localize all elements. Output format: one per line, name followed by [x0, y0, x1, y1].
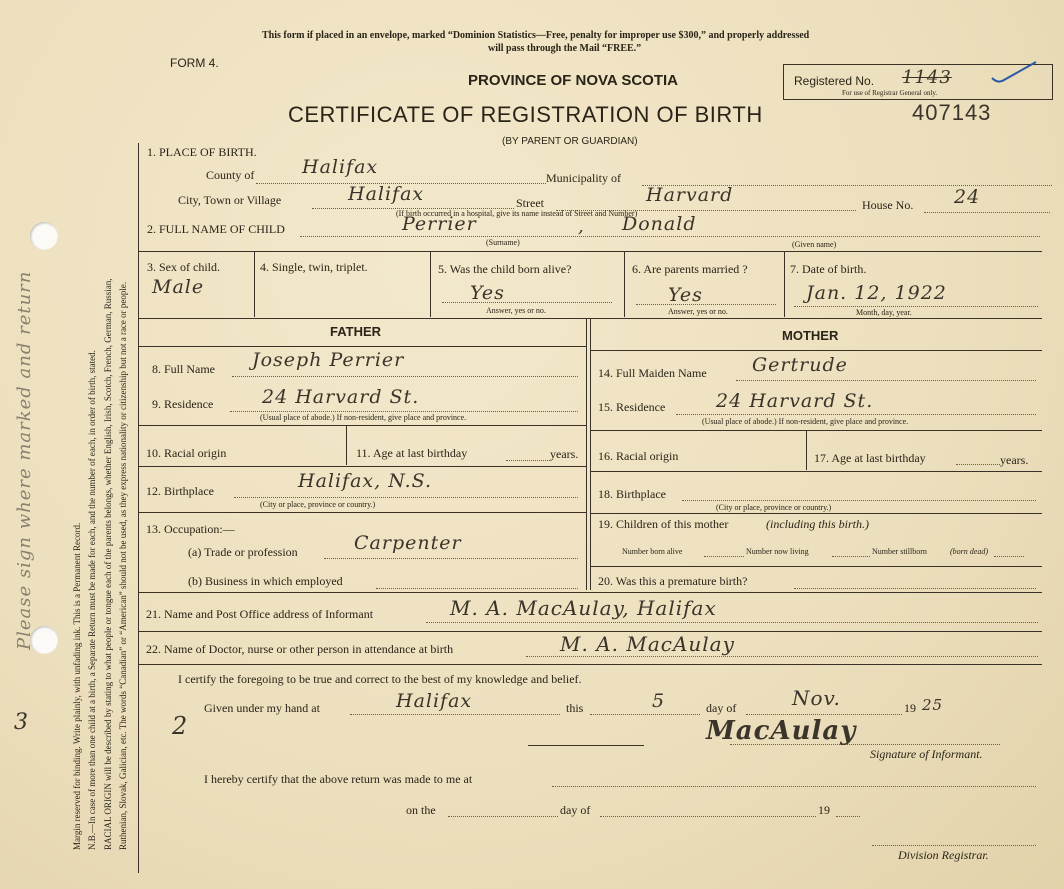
- father-birthplace-note: (City or place, province or country.): [260, 500, 376, 509]
- mother-age-label: 17. Age at last birthday: [814, 451, 926, 465]
- certificate-number: 407143: [912, 100, 992, 125]
- surname-note: (Surname): [486, 238, 520, 247]
- parents-married-label: 6. Are parents married ?: [632, 262, 748, 276]
- born-dead-note: (born dead): [950, 547, 988, 556]
- father-years-label: years.: [550, 447, 579, 461]
- margin-mark: 3: [14, 710, 29, 735]
- father-birthplace-label: 12. Birthplace: [146, 484, 214, 498]
- margin-note-racial-origin: RACIAL ORIGIN will be described by stating to what people or tongue each of the parents belongs, whether English, Irish, Scotch, French, German, Russian,: [103, 278, 113, 850]
- sex-value: Male: [152, 276, 205, 298]
- informant-label: 21. Name and Post Office address of Informant: [146, 607, 374, 621]
- children-label: 19. Children of this mother: [598, 517, 729, 531]
- date-of-birth-value: Jan. 12, 1922: [806, 282, 947, 304]
- registrar-day-of-label: day of: [560, 803, 591, 817]
- street-label: Street: [516, 196, 544, 210]
- form-number: FORM 4.: [170, 56, 219, 70]
- check-mark-icon: [990, 58, 1040, 88]
- street-value: Harvard: [646, 184, 734, 206]
- child-given-name: Donald: [622, 213, 697, 235]
- date-of-birth-note: Month, day, year.: [856, 308, 912, 317]
- given-name-note: (Given name): [792, 240, 837, 249]
- margin-note-binding: Margin reserved for binding. Write plainly, with unfading ink. This is a Permanent Record.: [72, 522, 82, 850]
- this-label: this: [566, 701, 584, 715]
- mother-residence: 24 Harvard St.: [716, 390, 874, 412]
- given-place-value: Halifax: [396, 690, 473, 712]
- county-value: Halifax: [302, 156, 379, 178]
- children-note: (including this birth.): [766, 517, 869, 531]
- envelope-notice-line1: This form if placed in an envelope, marked “Dominion Statistics—Free, penalty for improper use $300,” and properly addressed: [262, 30, 810, 41]
- year-value: 25: [922, 696, 944, 714]
- house-number-value: 24: [954, 186, 981, 208]
- mother-heading: MOTHER: [782, 328, 839, 343]
- father-age-label: 11. Age at last birthday: [356, 446, 468, 460]
- mother-name: Gertrude: [752, 354, 848, 376]
- province-heading: PROVINCE OF NOVA SCOTIA: [468, 72, 679, 89]
- certify-statement: I certify the foregoing to be true and correct to the best of my knowledge and belief.: [178, 672, 582, 686]
- certificate-subtitle: (BY PARENT OR GUARDIAN): [502, 136, 638, 147]
- father-residence-label: 9. Residence: [152, 397, 214, 411]
- attendant-label: 22. Name of Doctor, nurse or other person in attendance at birth: [146, 642, 454, 656]
- date-of-birth-label: 7. Date of birth.: [790, 262, 867, 276]
- number-born-alive-label: Number born alive: [622, 547, 683, 556]
- month-value: Nov.: [792, 686, 841, 710]
- registrar-statement: I hereby certify that the above return was made to me at: [204, 772, 473, 786]
- born-alive-label: 5. Was the child born alive?: [438, 262, 572, 276]
- plurality-label: 4. Single, twin, triplet.: [260, 260, 368, 274]
- father-residence-note: (Usual place of abode.) If non-resident, give place and province.: [260, 413, 467, 422]
- mother-residence-label: 15. Residence: [598, 400, 666, 414]
- place-of-birth-label: 1. PLACE OF BIRTH.: [147, 145, 257, 159]
- county-label: County of: [206, 168, 255, 182]
- margin-note-multiple-births: N.B.—In case of more than one child at a birth, a Separate Return must be made for each, and the number of each, in order of birth, stated.: [87, 350, 97, 850]
- premature-label: 20. Was this a premature birth?: [598, 574, 748, 588]
- day-number-value: 5: [652, 690, 666, 712]
- division-registrar-label: Division Registrar.: [898, 848, 989, 862]
- number-stillborn-label: Number stillborn: [872, 547, 927, 556]
- mother-racial-origin-label: 16. Racial origin: [598, 449, 679, 463]
- municipality-label: Municipality of: [546, 171, 621, 185]
- mother-residence-note: (Usual place of abode.) If non-resident, give place and province.: [702, 417, 909, 426]
- certificate-title: CERTIFICATE OF REGISTRATION OF BIRTH: [288, 102, 763, 127]
- father-birthplace: Halifax, N.S.: [298, 470, 433, 492]
- trade-label: (a) Trade or profession: [188, 545, 298, 559]
- parents-married-note: Answer, yes or no.: [668, 307, 728, 316]
- father-residence: 24 Harvard St.: [262, 386, 420, 408]
- born-alive-note: Answer, yes or no.: [486, 306, 546, 315]
- occupation-label: 13. Occupation:—: [146, 522, 235, 536]
- hospital-note: (If birth occurred in a hospital, give its name instead of Street and Number): [396, 209, 638, 218]
- house-number-label: House No.: [862, 198, 914, 212]
- mother-birthplace-note: (City or place, province or country.): [716, 503, 832, 512]
- informant-signature: MacAulay: [706, 716, 857, 746]
- signature-of-informant-label: Signature of Informant.: [870, 747, 983, 761]
- father-racial-origin-label: 10. Racial origin: [146, 446, 227, 460]
- margin-handwritten-note: Please sign where marked and return: [14, 270, 35, 650]
- sex-label: 3. Sex of child.: [147, 260, 220, 274]
- attendant-value: M. A. MacAulay: [560, 632, 735, 656]
- envelope-notice-line2: will pass through the Mail “FREE.”: [488, 43, 642, 54]
- registrar-year-prefix: 19: [818, 803, 830, 817]
- registrar-on-the-label: on the: [406, 803, 436, 817]
- child-surname: Perrier: [402, 213, 477, 235]
- number-now-living-label: Number now living: [746, 547, 809, 556]
- mother-years-label: years.: [1000, 453, 1029, 467]
- given-under-hand-label: Given under my hand at: [204, 701, 320, 715]
- registered-number-note: For use of Registrar General only.: [842, 89, 938, 97]
- mother-name-label: 14. Full Maiden Name: [598, 366, 707, 380]
- margin-note-nationality: Ruthenian, Slovak, Galician, etc. The words “Canadian” or “American” should not be used, as they express nationality or citizenship but not a race or people.: [118, 281, 128, 850]
- informant-value: M. A. MacAulay, Halifax: [450, 596, 717, 620]
- registered-number-label: Registered No.: [794, 74, 875, 88]
- mother-birthplace-label: 18. Birthplace: [598, 487, 666, 501]
- day-of-label: day of: [706, 701, 737, 715]
- father-name: Joseph Perrier: [252, 349, 405, 371]
- parents-married-value: Yes: [668, 284, 703, 306]
- punch-hole-top: [30, 222, 58, 250]
- trade-value: Carpenter: [354, 532, 462, 554]
- city-label: City, Town or Village: [178, 193, 282, 207]
- name-separator: ,: [578, 216, 585, 237]
- father-heading: FATHER: [330, 324, 382, 339]
- year-prefix: 19: [904, 701, 916, 715]
- born-alive-value: Yes: [470, 282, 505, 304]
- father-name-label: 8. Full Name: [152, 362, 215, 376]
- child-name-label: 2. FULL NAME OF CHILD: [147, 222, 285, 236]
- business-label: (b) Business in which employed: [188, 574, 343, 588]
- registered-number-value: 1143: [902, 67, 952, 88]
- certify-mark: 2: [172, 712, 189, 740]
- city-value: Halifax: [348, 183, 425, 205]
